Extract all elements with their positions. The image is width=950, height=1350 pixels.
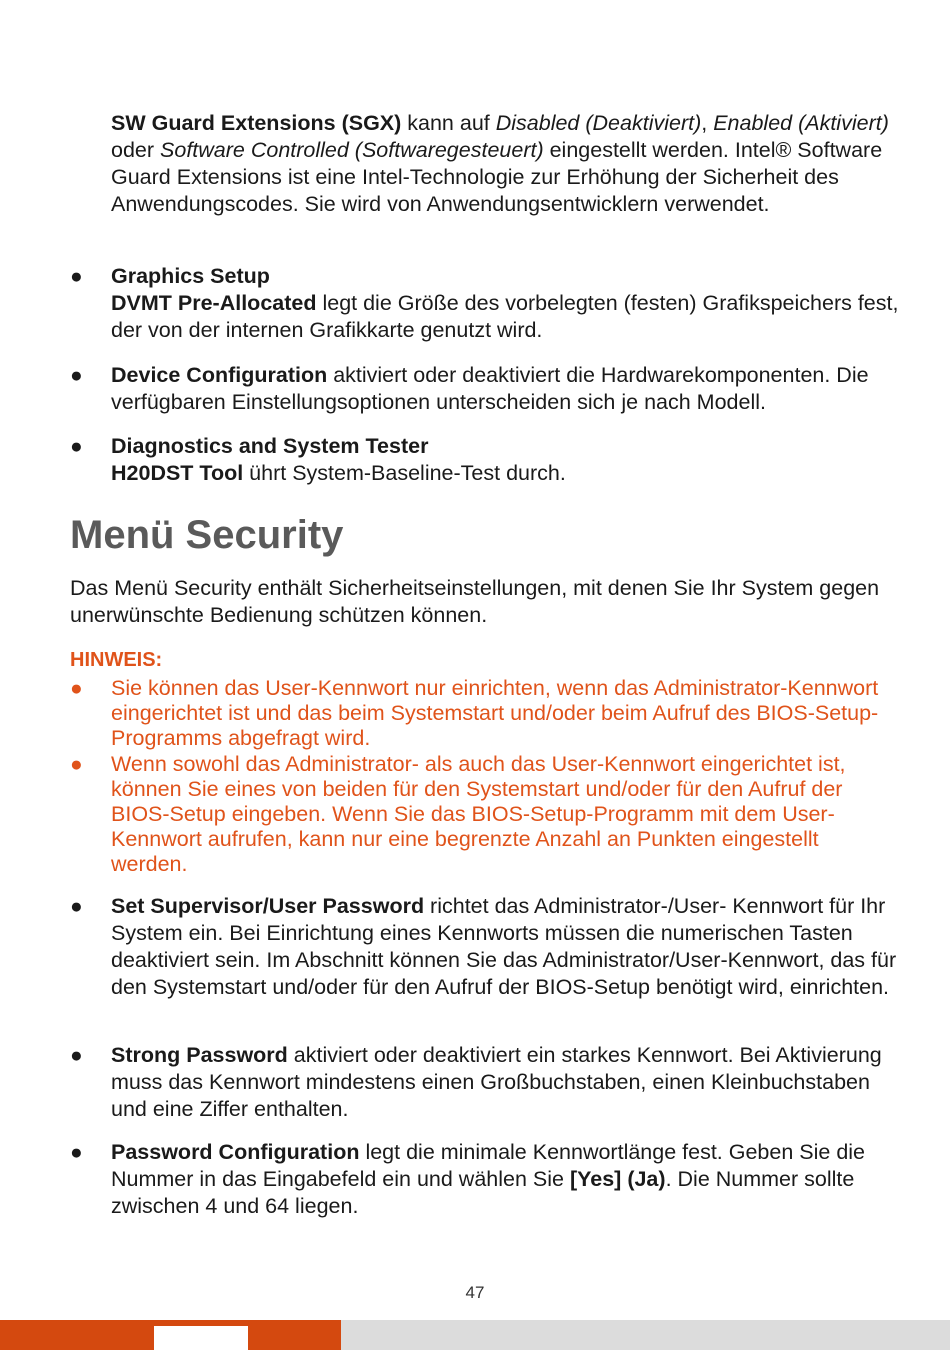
note-item: Wenn sowohl das Administrator- als auch das User-Kennwort eingerichtet ist, können Sie eines von beiden für den Systemstart und/oder für den Aufruf der BIOS-Setup eingeben. Wenn Sie das BIOS-Setup-Programm mit dem User-Kennwort aufrufen, kann nur eine begrenzte Anzahl an Punkten eingestellt werden. bbox=[111, 752, 846, 876]
password-configuration-item bbox=[111, 1139, 901, 1220]
sgx-text-1: kann auf bbox=[401, 111, 496, 135]
device-configuration-item bbox=[111, 362, 901, 416]
bullet-icon: ● bbox=[70, 364, 83, 387]
bullet-icon: ● bbox=[70, 895, 83, 918]
yes-option: [Yes] (Ja) bbox=[569, 1167, 666, 1191]
password-configuration-text-2: . Die Nummer sollte zwischen 4 und 64 liegen. bbox=[111, 1167, 855, 1218]
strong-password-term: Strong Password bbox=[111, 1043, 288, 1067]
sgx-term: SW Guard Extensions (SGX) bbox=[111, 111, 402, 135]
footer-bar bbox=[0, 1320, 950, 1350]
strong-password-text: aktiviert oder deaktiviert ein starkes Kennwort. Bei Aktivierung muss das Kennwort mindestens einen Großbuchstaben, einen Kleinbuchstaben und eine Ziffer enthalten. bbox=[111, 1043, 882, 1121]
sgx-text-3: oder bbox=[111, 138, 161, 162]
sgx-option-disabled: Disabled (Deaktiviert) bbox=[495, 111, 702, 135]
password-configuration-term: Password Configuration bbox=[111, 1140, 360, 1164]
strong-password-item bbox=[111, 1042, 901, 1123]
section-intro: Das Menü Security enthält Sicherheitseinstellungen, mit denen Sie Ihr System gegen unerwünschte Bedienung schützen können. bbox=[70, 576, 880, 627]
dvmt-term: DVMT Pre-Allocated bbox=[111, 291, 317, 315]
device-configuration-term: Device Configuration bbox=[111, 363, 328, 387]
diagnostics-title: Diagnostics and System Tester bbox=[111, 434, 429, 458]
device-configuration-text: aktiviert oder deaktiviert die Hardwarekomponenten. Die verfügbaren Einstellungsoptionen unterscheiden sich je nach Modell. bbox=[111, 363, 869, 414]
sgx-option-software-controlled: Software Controlled (Softwaregesteuert) bbox=[160, 138, 544, 162]
sgx-text-4: eingestellt werden. Intel® Software Guard Extensions ist eine Intel-Technologie zur Erhöhung der Sicherheit des Anwendungscodes. Sie wird von Anwendungsentwicklern verwendet. bbox=[111, 138, 883, 216]
bullet-icon: ● bbox=[70, 265, 83, 288]
section-heading: Menü Security bbox=[70, 513, 344, 557]
footer-gray-block bbox=[341, 1320, 950, 1350]
sgx-text-2: , bbox=[701, 111, 714, 135]
bullet-icon: ● bbox=[70, 435, 83, 458]
note-bullet-icon: ● bbox=[70, 677, 83, 700]
password-configuration-text: legt die minimale Kennwortlänge fest. Geben Sie die Nummer in das Eingabefeld ein und wählen Sie bbox=[111, 1140, 866, 1191]
sgx-option-enabled: Enabled (Aktiviert) bbox=[713, 111, 889, 135]
bullet-icon: ● bbox=[70, 1141, 83, 1164]
graphics-setup-item bbox=[111, 263, 901, 344]
supervisor-password-term: Set Supervisor/User Password bbox=[111, 894, 425, 918]
graphics-setup-title: Graphics Setup bbox=[111, 264, 270, 288]
footer-white-block bbox=[154, 1326, 248, 1350]
diagnostics-item bbox=[111, 433, 901, 487]
bullet-icon: ● bbox=[70, 1044, 83, 1067]
h20dst-term: H20DST Tool bbox=[111, 461, 244, 485]
dvmt-text: legt die Größe des vorbelegten (festen) Grafikspeichers fest, der von der internen Grafikkarte genutzt wird. bbox=[111, 291, 899, 342]
note-item: Sie können das User-Kennwort nur einrichten, wenn das Administrator-Kennwort eingerichtet ist und das beim Systemstart und/oder beim Aufruf des BIOS-Setup-Programms abgefragt wird. bbox=[111, 676, 879, 750]
h20dst-text: ührt System-Baseline-Test durch. bbox=[243, 461, 566, 485]
note-bullet-icon: ● bbox=[70, 753, 83, 776]
supervisor-password-item bbox=[111, 893, 901, 1001]
sgx-paragraph bbox=[111, 110, 901, 218]
page-number: 47 bbox=[465, 1283, 485, 1302]
supervisor-password-text: richtet das Administrator-/User- Kennwort für Ihr System ein. Bei Einrichtung eines Kennworts müssen die numerischen Tasten deaktiviert sein. Im Abschnitt können Sie das Administrator/User-Kennwort, das für den Systemstart und/oder für den Aufruf der BIOS-Setup benötigt wird, einrichten. bbox=[111, 894, 897, 999]
note-label: HINWEIS: bbox=[70, 649, 163, 671]
